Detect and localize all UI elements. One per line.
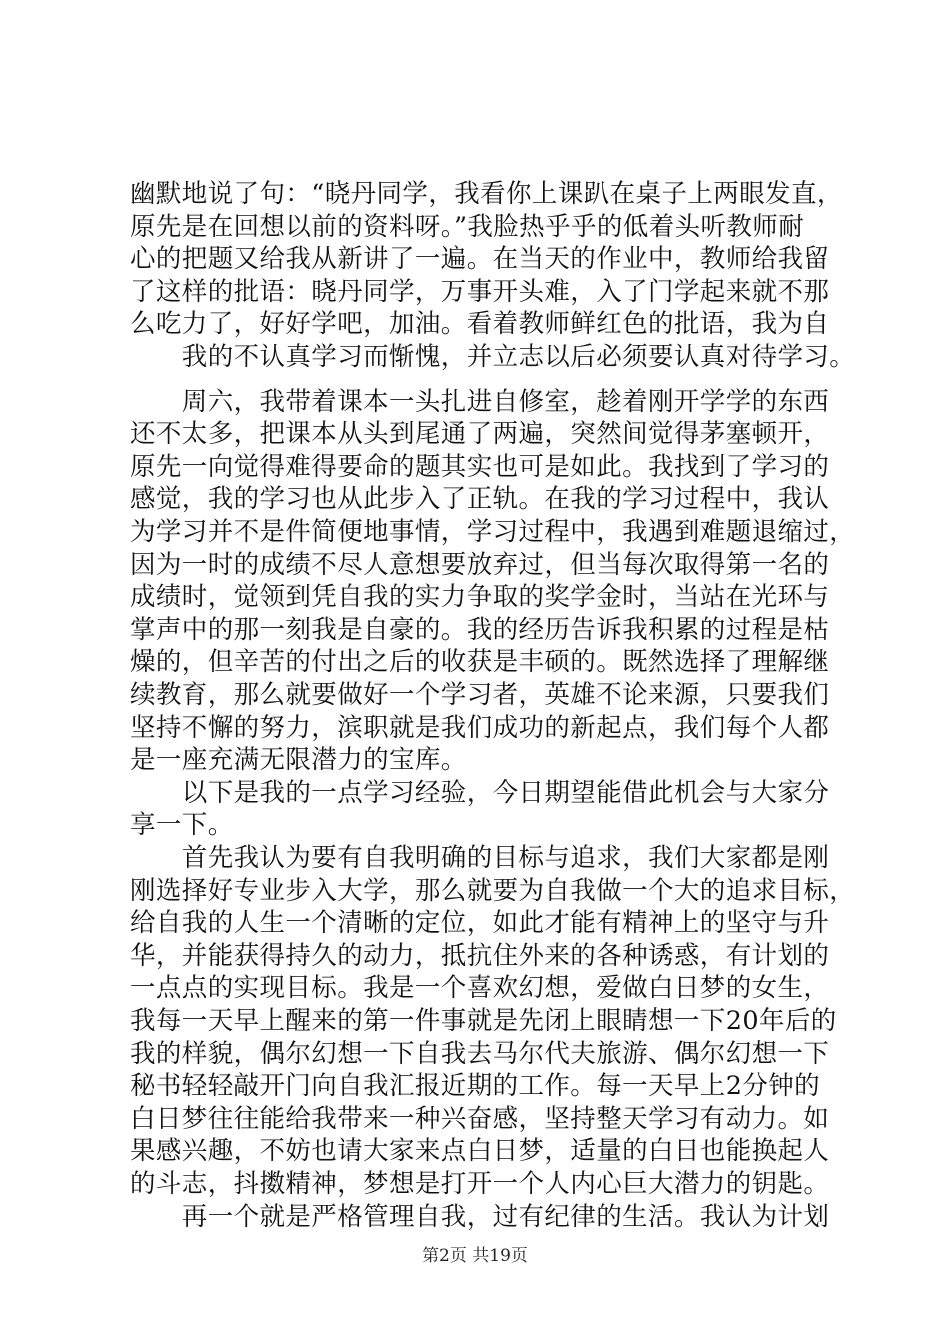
body-line: 感觉，我的学习也从此步入了正轨。在我的学习过程中，我认 [130,484,830,515]
body-line: 是一座充满无限潜力的宝库。 [130,745,467,776]
body-line: 享一下。 [130,810,234,841]
body-line: 秘书轻轻敲开门向自我汇报近期的工作。每一天早上2分钟的 [130,1071,821,1102]
body-line: 成绩时，觉领到凭自我的实力争取的奖学金时，当站在光环与 [130,582,830,613]
body-line: 周六，我带着课本一头扎进自修室，趁着刚开学学的东西 [130,386,830,417]
body-line: 我的不认真学习而惭愧，并立志以后必须要认真对待学习。 [130,342,856,372]
body-line: 我每一天早上醒来的第一件事就是先闭上眼睛想一下20年后的 [130,1006,837,1036]
body-line: 给自我的人生一个清晰的定位，如此才能有精神上的坚守与升 [130,908,830,939]
body-line: 心的把题又给我从新讲了一遍。在当天的作业中，教师给我留 [130,244,830,275]
body-line: 么吃力了，好好学吧，加油。看着教师鲜红色的批语，我为自 [130,309,830,340]
body-line: 燥的，但辛苦的付出之后的收获是丰硕的。既然选择了理解继 [130,647,830,678]
body-line: 白日梦往往能给我带来一种兴奋感，坚持整天学习有动力。如 [130,1103,830,1134]
body-line: 华，并能获得持久的动力，抵抗住外来的各种诱惑，有计划的 [130,940,830,971]
body-line: 刚选择好专业步入大学，那么就要为自我做一个大的追求目标， [130,875,856,906]
body-line: 一点点的实现目标。我是一个喜欢幻想，爱做白日梦的女生， [130,973,830,1004]
body-line: 首先我认为要有自我明确的目标与追求，我们大家都是刚 [130,843,830,873]
page-number-footer: 第2页 共19页 [422,1246,528,1266]
body-line: 为学习并不是件简便地事情，学习过程中，我遇到难题退缩过， [130,517,856,547]
body-line: 了这样的批语：晓丹同学，万事开头难，入了门学起来就不那 [130,276,830,307]
body-line: 续教育，那么就要做好一个学习者，英雄不论来源，只要我们 [130,680,830,710]
body-line: 再一个就是严格管理自我，过有纪律的生活。我认为计划 [130,1201,830,1232]
body-line: 坚持不懈的努力，滨职就是我们成功的新起点，我们每个人都 [130,712,830,743]
body-line: 幽默地说了句：“晓丹同学，我看你上课趴在桌子上两眼发直， [130,179,843,209]
body-line: 掌声中的那一刻我是自豪的。我的经历告诉我积累的过程是枯 [130,614,830,645]
body-line: 的斗志，抖擞精神，梦想是打开一个人内心巨大潜力的钥匙。 [130,1169,830,1199]
body-line: 果感兴趣，不妨也请大家来点白日梦，适量的白日也能换起人 [130,1136,830,1167]
body-line: 因为一时的成绩不尽人意想要放弃过，但当每次取得第一名的 [130,549,830,580]
body-line: 原先一向觉得难得要命的题其实也可是如此。我找到了学习的 [130,451,830,482]
body-line: 还不太多，把课本从头到尾通了两遍，突然间觉得茅塞顿开， [130,419,830,450]
body-line: 原先是在回想以前的资料呀。”我脸热乎乎的低着头听教师耐 [130,211,805,242]
body-line: 我的样貌，偶尔幻想一下自我去马尔代夫旅游、偶尔幻想一下 [130,1038,830,1069]
body-line: 以下是我的一点学习经验，今日期望能借此机会与大家分 [130,777,830,808]
